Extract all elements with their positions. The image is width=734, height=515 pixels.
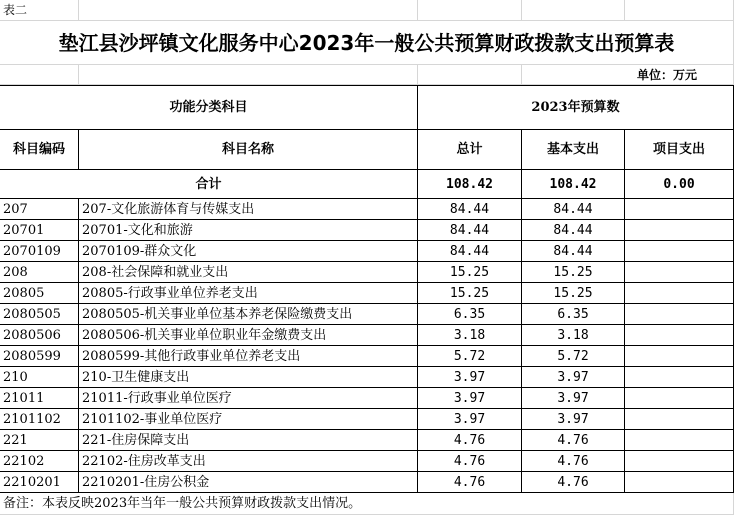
row-project: [625, 451, 734, 472]
blank-cell: [79, 0, 418, 21]
row-name: 208-社会保障和就业支出: [79, 262, 418, 283]
basic-header: 基本支出: [522, 130, 625, 170]
row-name: 22102-住房改革支出: [79, 451, 418, 472]
row-total: 4.76: [418, 430, 522, 451]
row-project: [625, 199, 734, 220]
row-project: [625, 262, 734, 283]
row-project: [625, 388, 734, 409]
row-basic: 3.18: [522, 325, 625, 346]
row-code: 21011: [0, 388, 79, 409]
row-total: 6.35: [418, 304, 522, 325]
row-total: 3.18: [418, 325, 522, 346]
row-total: 15.25: [418, 283, 522, 304]
row-total: 4.76: [418, 451, 522, 472]
row-basic: 15.25: [522, 283, 625, 304]
row-name: 21011-行政事业单位医疗: [79, 388, 418, 409]
code-header: 科目编码: [0, 130, 79, 170]
row-code: 2080505: [0, 304, 79, 325]
row-total: 84.44: [418, 241, 522, 262]
row-project: [625, 220, 734, 241]
row-code: 2070109: [0, 241, 79, 262]
row-basic: 4.76: [522, 451, 625, 472]
row-basic: 3.97: [522, 388, 625, 409]
total-row-total: 108.42: [418, 170, 522, 199]
row-project: [625, 283, 734, 304]
row-project: [625, 241, 734, 262]
row-total: 84.44: [418, 199, 522, 220]
unit-label: 单位：万元: [522, 65, 734, 85]
row-name: 20805-行政事业单位养老支出: [79, 283, 418, 304]
row-code: 207: [0, 199, 79, 220]
row-total: 15.25: [418, 262, 522, 283]
row-total: 3.97: [418, 367, 522, 388]
row-total: 3.97: [418, 409, 522, 430]
row-project: [625, 409, 734, 430]
blank-cell: [418, 0, 522, 21]
blank-cell: [418, 65, 522, 85]
row-name: 2080599-其他行政事业单位养老支出: [79, 346, 418, 367]
row-project: [625, 346, 734, 367]
func-category-header: 功能分类科目: [0, 86, 418, 130]
row-basic: 84.44: [522, 199, 625, 220]
row-code: 2210201: [0, 472, 79, 493]
row-name: 207-文化旅游体育与传媒支出: [79, 199, 418, 220]
row-basic: 3.97: [522, 409, 625, 430]
total-row-basic: 108.42: [522, 170, 625, 199]
corner-label: 表二: [0, 0, 79, 21]
row-name: 20701-文化和旅游: [79, 220, 418, 241]
page-title: 垫江县沙坪镇文化服务中心2023年一般公共预算财政拨款支出预算表: [0, 21, 734, 65]
row-code: 2080506: [0, 325, 79, 346]
blank-cell: [522, 0, 625, 21]
total-row-project: 0.00: [625, 170, 734, 199]
total-row-label: 合计: [0, 170, 418, 199]
row-project: [625, 367, 734, 388]
row-total: 4.76: [418, 472, 522, 493]
budget-year-header: 2023年预算数: [418, 86, 734, 130]
blank-cell: [79, 65, 418, 85]
row-name: 221-住房保障支出: [79, 430, 418, 451]
row-total: 5.72: [418, 346, 522, 367]
row-project: [625, 430, 734, 451]
row-name: 2101102-事业单位医疗: [79, 409, 418, 430]
row-name: 2080506-机关事业单位职业年金缴费支出: [79, 325, 418, 346]
row-basic: 4.76: [522, 472, 625, 493]
row-basic: 4.76: [522, 430, 625, 451]
row-project: [625, 304, 734, 325]
row-basic: 6.35: [522, 304, 625, 325]
row-code: 2080599: [0, 346, 79, 367]
row-basic: 84.44: [522, 241, 625, 262]
row-basic: 15.25: [522, 262, 625, 283]
row-code: 22102: [0, 451, 79, 472]
row-code: 20701: [0, 220, 79, 241]
row-code: 210: [0, 367, 79, 388]
row-total: 84.44: [418, 220, 522, 241]
name-header: 科目名称: [79, 130, 418, 170]
row-basic: 84.44: [522, 220, 625, 241]
row-project: [625, 325, 734, 346]
blank-cell: [0, 65, 79, 85]
row-basic: 3.97: [522, 367, 625, 388]
row-basic: 5.72: [522, 346, 625, 367]
row-name: 2210201-住房公积金: [79, 472, 418, 493]
row-project: [625, 472, 734, 493]
row-code: 2101102: [0, 409, 79, 430]
total-header: 总计: [418, 130, 522, 170]
footnote: 备注：本表反映2023年当年一般公共预算财政拨款支出情况。: [0, 493, 734, 515]
row-name: 2080505-机关事业单位基本养老保险缴费支出: [79, 304, 418, 325]
row-name: 2070109-群众文化: [79, 241, 418, 262]
row-name: 210-卫生健康支出: [79, 367, 418, 388]
row-code: 20805: [0, 283, 79, 304]
row-total: 3.97: [418, 388, 522, 409]
row-code: 208: [0, 262, 79, 283]
project-header: 项目支出: [625, 130, 734, 170]
blank-cell: [625, 0, 734, 21]
row-code: 221: [0, 430, 79, 451]
